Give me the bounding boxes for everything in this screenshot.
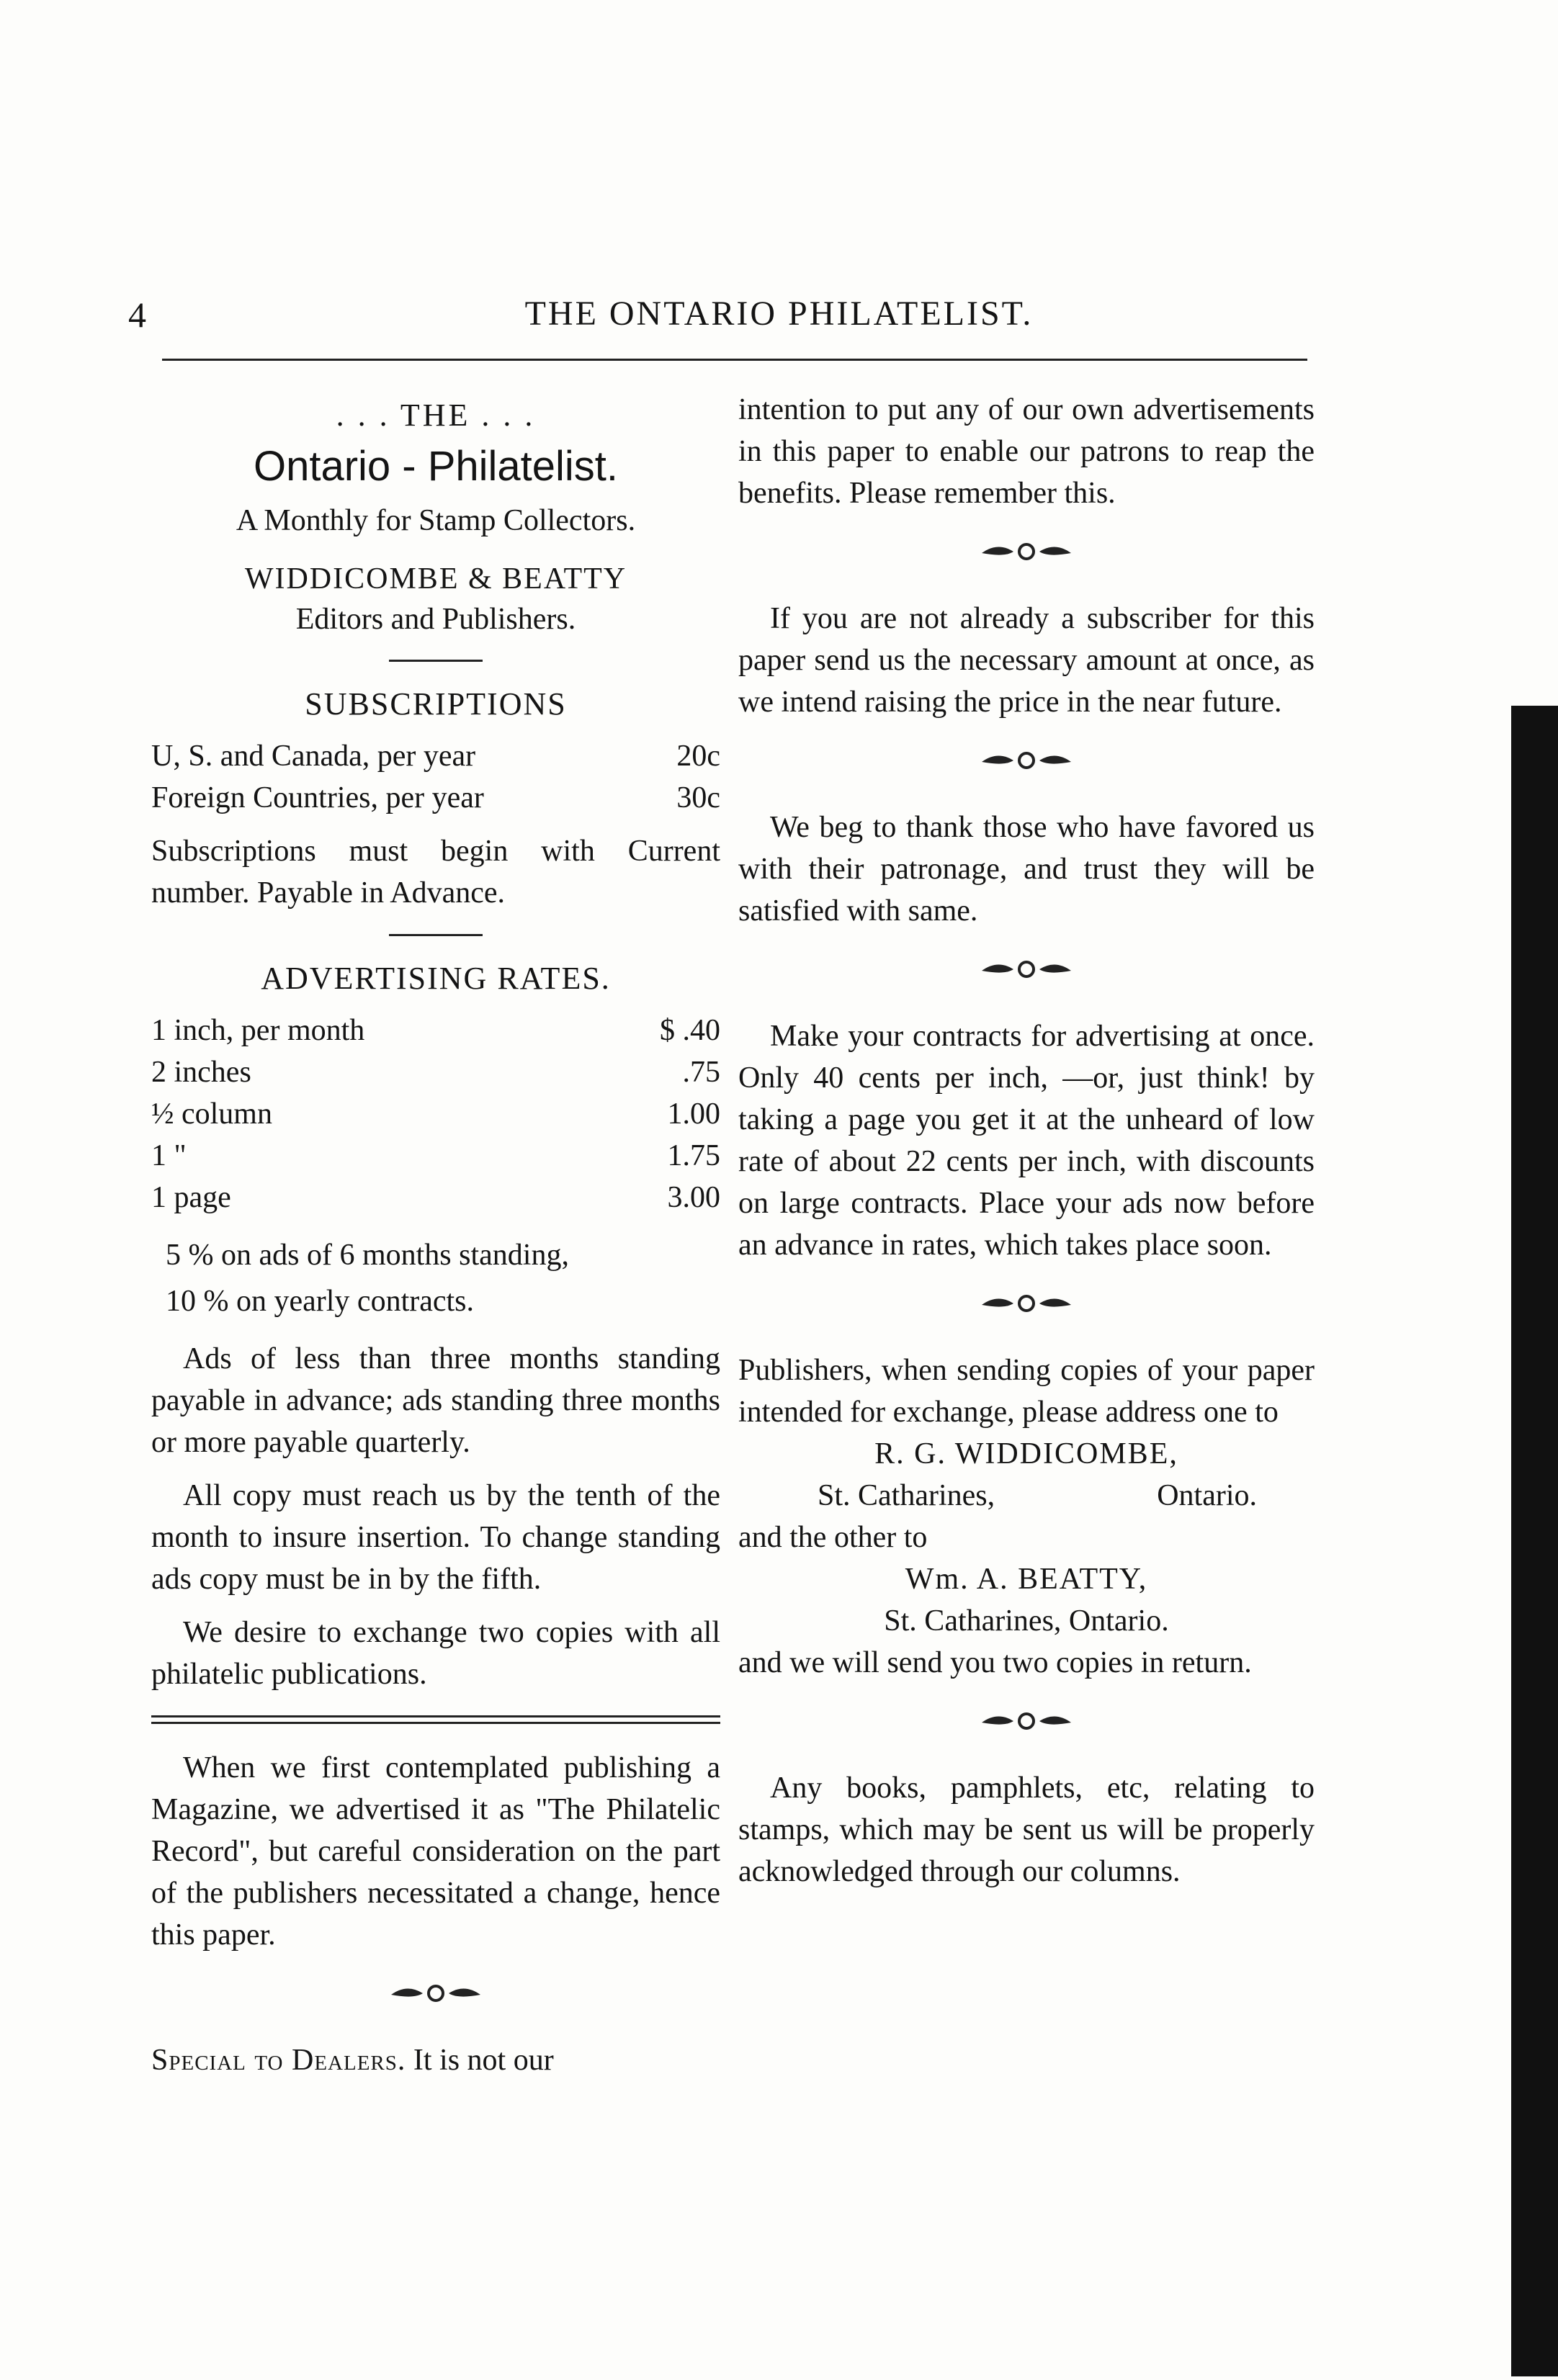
special-to-dealers (151, 2039, 720, 2081)
header-rule (162, 359, 1307, 361)
masthead-title: Ontario - Philatelist. (253, 443, 619, 490)
advertising-heading: ADVERTISING RATES. (261, 961, 611, 996)
double-rule (151, 1715, 720, 1724)
ad-rate-row (151, 1177, 720, 1218)
ad-rate-label: 1 inch, per month (151, 1014, 365, 1047)
ornament-divider (738, 1708, 1315, 1734)
ad-rate-label: 1 page (151, 1181, 231, 1214)
subscription-price: 20c (676, 740, 720, 773)
ad-rate-price: 1.00 (667, 1097, 720, 1131)
ad-rate-row (151, 1010, 720, 1051)
section-rule (389, 660, 483, 662)
discount-note: 10 % on yearly contracts. (166, 1285, 475, 1318)
fleuron-ornament-icon (976, 1708, 1077, 1734)
ornament-divider (738, 539, 1315, 565)
running-head: THE ONTARIO PHILATELIST. (524, 295, 1034, 333)
fleuron-ornament-icon (385, 1980, 486, 2006)
article-paragraph: When we first contemplated publishing a Magazine, we advertised it as "The Philatelic Record", but careful consideration on the part of the publishers necessitated a change, hence this paper. (151, 1751, 720, 1952)
article-paragraph: intention to put any of our own advertisements in this paper to enable our patrons to reap the benefits. Please remember this. (738, 393, 1315, 510)
subscriptions-note: Subscriptions must begin with Current number. Payable in Advance. (151, 835, 720, 910)
left-column (151, 389, 720, 2081)
fleuron-ornament-icon (976, 539, 1077, 565)
ornament-divider (738, 956, 1315, 982)
section-rule (389, 934, 483, 936)
ad-rate-row (151, 1135, 720, 1177)
special-text: It is not our (413, 2044, 554, 2077)
fleuron-ornament-icon (976, 956, 1077, 982)
ad-rate-price: 1.75 (667, 1139, 720, 1172)
address-name: Wm. A. BEATTY, (905, 1563, 1148, 1596)
ad-rate-price: $ .40 (660, 1014, 720, 1047)
editors-block (151, 559, 720, 639)
ad-rate-label: ½ column (151, 1097, 272, 1131)
article-paragraph: If you are not already a subscriber for this paper send us the necessary amount at once, as we intend raising the price in the near future. (738, 602, 1315, 719)
page-number: 4 (128, 295, 146, 335)
ad-rate-row (151, 1051, 720, 1093)
masthead-the: . . . THE . . . (336, 398, 536, 433)
exchange-closing: and we will send you two copies in return. (738, 1646, 1252, 1679)
ornament-divider (738, 747, 1315, 773)
scan-edge-shadow (1511, 706, 1558, 2376)
editors-names: WIDDICOMBE & BEATTY (244, 562, 627, 596)
article-paragraph: We beg to thank those who have favored us with their patronage, and trust they will be satisfied with same. (738, 811, 1315, 928)
right-column (738, 389, 1315, 1892)
editors-role: Editors and Publishers. (295, 603, 576, 636)
article-paragraph: Make your contracts for advertising at once. Only 40 cents per inch, —or, just think! by taking a page you get it at the unheard of low rate of about 22 cents per inch, with discounts on large contracts. Place your ads now before an advance in rates, which takes place soon. (738, 1020, 1315, 1262)
exchange-connector: and the other to (738, 1521, 928, 1554)
advertising-paragraph: We desire to exchange two copies with all philatelic publications. (151, 1616, 720, 1691)
fleuron-ornament-icon (976, 1290, 1077, 1316)
ornament-divider (151, 1980, 720, 2006)
ad-rate-label: 2 inches (151, 1056, 251, 1089)
discount-note: 5 % on ads of 6 months standing, (166, 1239, 569, 1272)
masthead-subtitle: A Monthly for Stamp Collectors. (236, 504, 636, 537)
exchange-paragraph: Publishers, when sending copies of your paper intended for exchange, please address one to (738, 1354, 1315, 1429)
address-city: St. Catharines, (818, 1479, 995, 1512)
address-province: Ontario. (1157, 1479, 1257, 1512)
address-name: R. G. WIDDICOMBE, (874, 1437, 1178, 1470)
ad-rate-label: 1 " (151, 1139, 187, 1172)
subscription-label: Foreign Countries, per year (151, 781, 484, 814)
ornament-divider (738, 1290, 1315, 1316)
subscription-label: U, S. and Canada, per year (151, 740, 476, 773)
ad-rate-price: 3.00 (667, 1181, 720, 1214)
subscription-row (151, 777, 720, 819)
ad-rate-row (151, 1093, 720, 1135)
ad-rate-price: .75 (682, 1056, 720, 1089)
address-line: St. Catharines, Ontario. (884, 1604, 1169, 1638)
fleuron-ornament-icon (976, 747, 1077, 773)
advertising-paragraph: All copy must reach us by the tenth of the month to insure insertion. To change standing ads copy must be in by the fifth. (151, 1479, 720, 1596)
advertising-paragraph: Ads of less than three months standing payable in advance; ads standing three months or more payable quarterly. (151, 1342, 720, 1459)
subscription-row (151, 735, 720, 777)
subscriptions-heading: SUBSCRIPTIONS (305, 686, 567, 722)
subscription-price: 30c (676, 781, 720, 814)
address-line (738, 1475, 1315, 1517)
article-paragraph: Any books, pamphlets, etc, relating to stamps, which may be sent us will be properly acknowledged through our columns. (738, 1771, 1315, 1888)
special-label: Special to Dealers. (151, 2044, 406, 2077)
